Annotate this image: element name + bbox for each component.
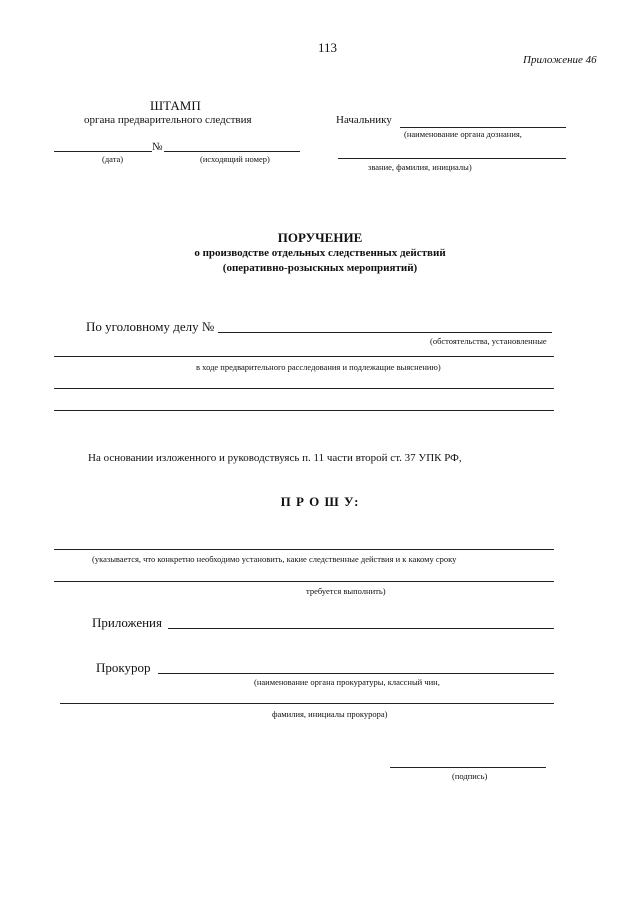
request-line-1 <box>54 549 554 550</box>
addressee-rank-caption: звание, фамилия, инициалы) <box>368 162 472 172</box>
attachments-line <box>168 628 554 629</box>
number-sign: № <box>152 141 163 153</box>
prosecutor-name-line <box>60 703 554 704</box>
case-circumstances-line-1 <box>54 356 554 357</box>
case-caption-2: в ходе предварительного расследования и подлежащие выяснению) <box>196 362 441 372</box>
addressee-org-line <box>400 127 566 128</box>
request-line-2 <box>54 581 554 582</box>
basis-text: На основании изложенного и руководствуясь п. 11 части второй ст. 37 УПК РФ, <box>88 452 462 464</box>
document-subtitle-line1: о производстве отдельных следственных действий <box>194 247 446 259</box>
prosecutor-caption-1: (наименование органа прокуратуры, классный чин, <box>254 677 440 687</box>
appendix-label: Приложение 46 <box>523 54 597 66</box>
case-circumstances-line-3 <box>54 410 554 411</box>
date-caption: (дата) <box>102 154 124 164</box>
addressee-rank-line <box>338 158 566 159</box>
document-title: ПОРУЧЕНИЕ <box>277 230 363 245</box>
request-caption-2: требуется выполнить) <box>306 586 386 596</box>
addressee-label: Начальнику <box>336 114 392 126</box>
document-subtitle-line2: (оперативно-розыскных мероприятий) <box>222 262 418 274</box>
request-caption-1: (указывается, что конкретно необходимо установить, какие следственные действия и к какому сроку <box>92 554 457 564</box>
prosecutor-label: Прокурор <box>96 660 151 675</box>
date-line <box>54 151 152 152</box>
stamp-title: ШТАМП <box>150 98 201 113</box>
signature-caption: (подпись) <box>452 771 488 781</box>
case-label: По уголовному делу № <box>86 319 215 334</box>
case-circumstances-line-2 <box>54 388 554 389</box>
prosecutor-caption-2: фамилия, инициалы прокурора) <box>272 709 388 719</box>
case-number-line <box>218 332 552 333</box>
addressee-org-caption: (наименование органа дознания, <box>404 129 522 139</box>
outgoing-number-caption: (исходящий номер) <box>200 154 270 164</box>
attachments-label: Приложения <box>92 615 162 630</box>
prosecutor-org-line <box>158 673 554 674</box>
stamp-subtitle: органа предварительного следствия <box>84 114 252 126</box>
request-title: П Р О Ш У: <box>280 494 360 509</box>
outgoing-number-line <box>164 151 300 152</box>
page-number: 113 <box>318 40 338 55</box>
signature-line <box>390 767 546 768</box>
case-caption-1: (обстоятельства, установленные <box>430 336 547 346</box>
